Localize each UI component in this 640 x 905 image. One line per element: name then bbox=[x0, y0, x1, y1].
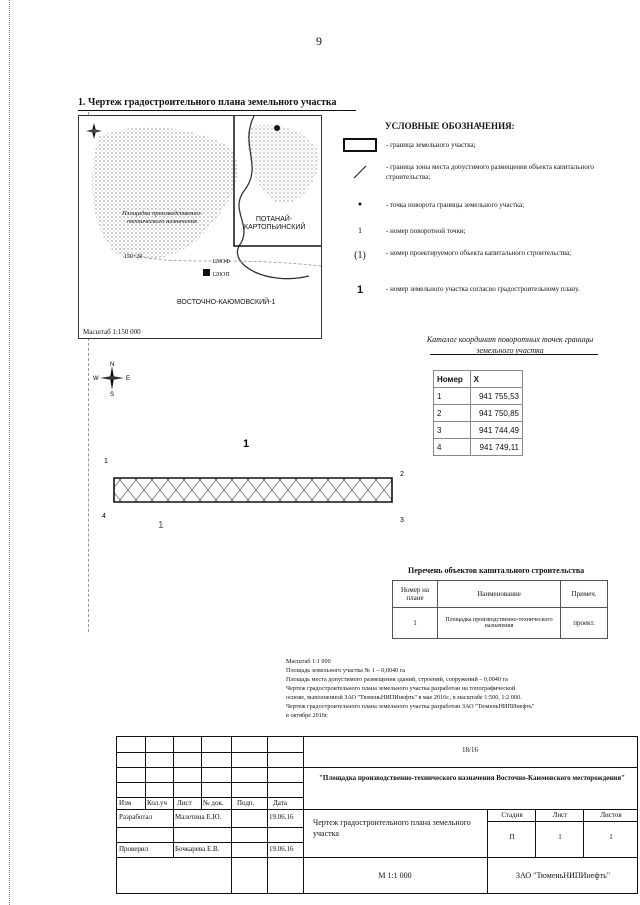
note-line: Чертеж градостроительного плана земельного участка разработан ЗАО "ТюменьНИПИнефть" bbox=[286, 703, 535, 710]
page-edge-line bbox=[9, 0, 10, 905]
drawing-title: Чертеж градостроительного плана земельного участка bbox=[313, 818, 471, 838]
title-block: 18/16 "Площадка производственно-технического назначения Восточно-Каюмовского месторождения" Изм Кол.уч Лист № док. Подп. Дата Разработал Малетина Е.Ю. 19.06.16 Проверил Бочкарева Е.В. 19.06.16 Чертеж градостроительного плана земельного участка Стадия Лист Листов П 1 1 М 1:1 000 ЗАО "ТюменьНИПИнефть" bbox=[116, 736, 638, 894]
table-header-row: Номер X bbox=[434, 371, 523, 388]
objects-table bbox=[392, 580, 608, 639]
developer-name: Малетина Е.Ю. bbox=[175, 813, 222, 821]
note-line: в октябре 2016г. bbox=[286, 712, 329, 719]
parcel-drawing bbox=[96, 430, 416, 540]
object-number: 1 bbox=[158, 520, 164, 531]
point-label-2: 2 bbox=[400, 471, 404, 478]
table-row: 1 941 755,53 bbox=[434, 388, 523, 405]
project-title: "Площадка производственно-технического назначения Восточно-Каюмовского месторождения" bbox=[319, 774, 625, 782]
doc-code: 18/16 bbox=[462, 746, 478, 754]
map-label-field-top: ПОТАНАЙ-КАРТОПЬИНСКИЙ bbox=[244, 216, 306, 231]
slash-symbol-icon bbox=[340, 162, 380, 182]
rect-symbol-icon bbox=[340, 138, 380, 154]
compass-s: S bbox=[110, 392, 115, 396]
stamp-scale: М 1:1 000 bbox=[378, 871, 412, 880]
section-underline bbox=[78, 110, 356, 111]
map-label-num-right: 120ОП bbox=[212, 272, 230, 278]
note-line: Площадь места допустимого размещения зданий, строений, сооружений – 0,0040 га bbox=[286, 676, 508, 683]
overview-map bbox=[78, 115, 322, 339]
developer-role: Разработал bbox=[119, 813, 153, 821]
legend-item-parcel-number: 1 - номер земельного участка согласно градостроительному плану. bbox=[340, 284, 620, 308]
developer-date: 19.06.16 bbox=[269, 813, 294, 821]
section-title: 1. Чертеж градостроительного плана земельного участка bbox=[78, 97, 337, 108]
map-site-marker bbox=[203, 269, 210, 276]
checker-date: 19.06.16 bbox=[269, 845, 294, 853]
map-settlement bbox=[274, 125, 280, 131]
compass-icon bbox=[92, 360, 132, 396]
note-line: Площадь земельного участка № 1 – 0,0040 га bbox=[286, 667, 406, 674]
catalog-underline bbox=[430, 354, 598, 355]
table-row: 2 941 750,85 bbox=[434, 405, 523, 422]
parcel-boundary bbox=[114, 478, 392, 502]
catalog-table bbox=[433, 370, 523, 456]
catalog-title: Каталог координат поворотных точек границы земельного участка bbox=[426, 335, 594, 355]
note-line: Чертеж градостроительного плана земельного участка разработан на топографической bbox=[286, 685, 516, 692]
note-line: основе, выполненной ЗАО "ТюменьНИПИнефть" в мае 2016г., в масштабе 1:500, 1:2 000. bbox=[286, 694, 522, 701]
page-number: 9 bbox=[316, 34, 322, 48]
dot-symbol-icon: ● bbox=[357, 200, 363, 208]
legend-item-object-number: (1) - номер проектируемого объекта капитального строительства; bbox=[340, 248, 620, 272]
number-symbol: 1 bbox=[358, 226, 362, 235]
compass-w: W bbox=[93, 376, 99, 382]
legend-title: УСЛОВНЫЕ ОБОЗНАЧЕНИЯ: bbox=[385, 121, 515, 131]
table-row: 3 941 744,49 bbox=[434, 422, 523, 439]
map-forest-area-2 bbox=[248, 125, 319, 203]
map-forest-area bbox=[92, 127, 237, 259]
map-label-field-bottom: ВОСТОЧНО-КАЮМОВСКИЙ-1 bbox=[177, 299, 276, 306]
organization: ЗАО "ТюменьНИПИнефть" bbox=[516, 871, 610, 880]
sheets-value: 1 bbox=[609, 833, 613, 841]
note-line: Масштаб 1:1 000 bbox=[286, 658, 331, 665]
legend-item-zone: - граница зоны места допустимого размещения объекта капитального строительства; bbox=[340, 162, 620, 186]
point-label-4: 4 bbox=[102, 513, 106, 520]
legend-item-point: ● - точка поворота границы земельного участка; bbox=[340, 200, 620, 212]
bold-number-symbol: 1 bbox=[356, 284, 364, 296]
legend-item-boundary: - граница земельного участка; bbox=[340, 138, 620, 152]
map-label-site: Площадка производственно-технического назначения bbox=[121, 210, 203, 225]
objects-title: Перечень объектов капитального строительства bbox=[408, 566, 585, 575]
compass-e: E bbox=[126, 376, 131, 382]
circled-number-symbol: (1) bbox=[354, 250, 366, 261]
legend-item-point-number: 1 - номер поворотной точки; bbox=[340, 226, 620, 238]
notes-block bbox=[286, 657, 626, 720]
map-scale: Масштаб 1:150 000 bbox=[83, 328, 141, 336]
table-row: 1 Площадка производственно-технического назначения проект. bbox=[393, 608, 608, 639]
map-label-num-mid: 120ОФ bbox=[212, 259, 231, 265]
map-label-num-left: 150+20 bbox=[124, 254, 143, 260]
point-label-1: 1 bbox=[104, 458, 108, 465]
checker-role: Проверил bbox=[119, 845, 149, 853]
point-label-3: 3 bbox=[400, 517, 404, 524]
parcel-number: 1 bbox=[243, 438, 250, 450]
table-header-row: Номер на плане Наименование Примеч. bbox=[393, 581, 608, 608]
checker-name: Бочкарева Е.В. bbox=[175, 845, 220, 853]
compass-n: N bbox=[110, 362, 115, 368]
sheet-value: 1 bbox=[558, 833, 562, 841]
table-row: 4 941 749,11 bbox=[434, 439, 523, 456]
stage-value: П bbox=[509, 833, 515, 841]
